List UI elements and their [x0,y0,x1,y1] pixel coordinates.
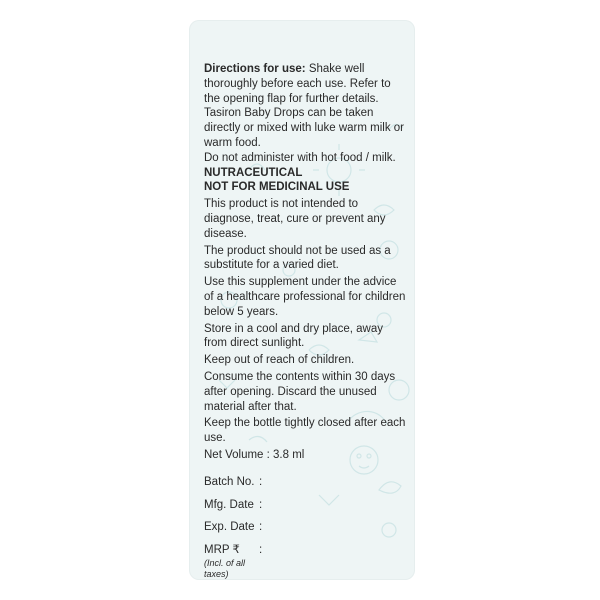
exp-date-field [204,520,409,535]
statement-item: Keep the bottle tightly closed after each use. [204,417,406,445]
statement-item: Use this supplement under the advice of a healthcare professional for children below 5 years. [204,276,406,318]
statement-item: Store in a cool and dry place, away from direct sunlight. [204,322,383,350]
directions-line-1: Shake well thoroughly before each use. Refer to the opening flap for further details. [204,63,391,105]
mrp-label: MRP ₹ [204,544,240,557]
batch-number-field [204,475,409,490]
nutraceutical-heading: NUTRACEUTICAL [204,166,303,179]
net-volume: Net Volume : 3.8 ml [204,448,305,461]
statement-item: The product should not be used as a substitute for a varied diet. [204,244,391,272]
product-label-panel [189,20,415,580]
statement-item: Keep out of reach of children. [204,354,355,367]
directions-block [204,62,409,106]
field-colon: : [259,521,263,534]
label-text [204,62,409,580]
directions-line-3: Do not administer with hot food / milk. [204,151,396,164]
directions-line-2: Tasiron Baby Drops can be taken directly or mixed with luke warm milk or warm food. [204,107,405,149]
not-medicinal-heading: NOT FOR MEDICINAL USE [204,181,350,194]
mfg-date-label: Mfg. Date [204,498,254,511]
mrp-field [204,543,409,558]
field-colon: : [259,498,263,511]
batch-number-label: Batch No. [204,475,255,488]
mfg-date-field [204,498,409,513]
field-colon: : [259,475,263,488]
mrp-note-line-2: taxes) [204,568,229,579]
statement-item: Consume the contents within 30 days after opening. Discard the unused material after that. [204,370,396,413]
statement-item: This product is not intended to diagnose, treat, cure or prevent any disease. [204,198,386,240]
field-colon: : [259,544,263,557]
mrp-note-line-1: (Incl. of all [204,557,246,568]
directions-heading: Directions for use: [204,63,306,75]
exp-date-label: Exp. Date [204,521,255,534]
